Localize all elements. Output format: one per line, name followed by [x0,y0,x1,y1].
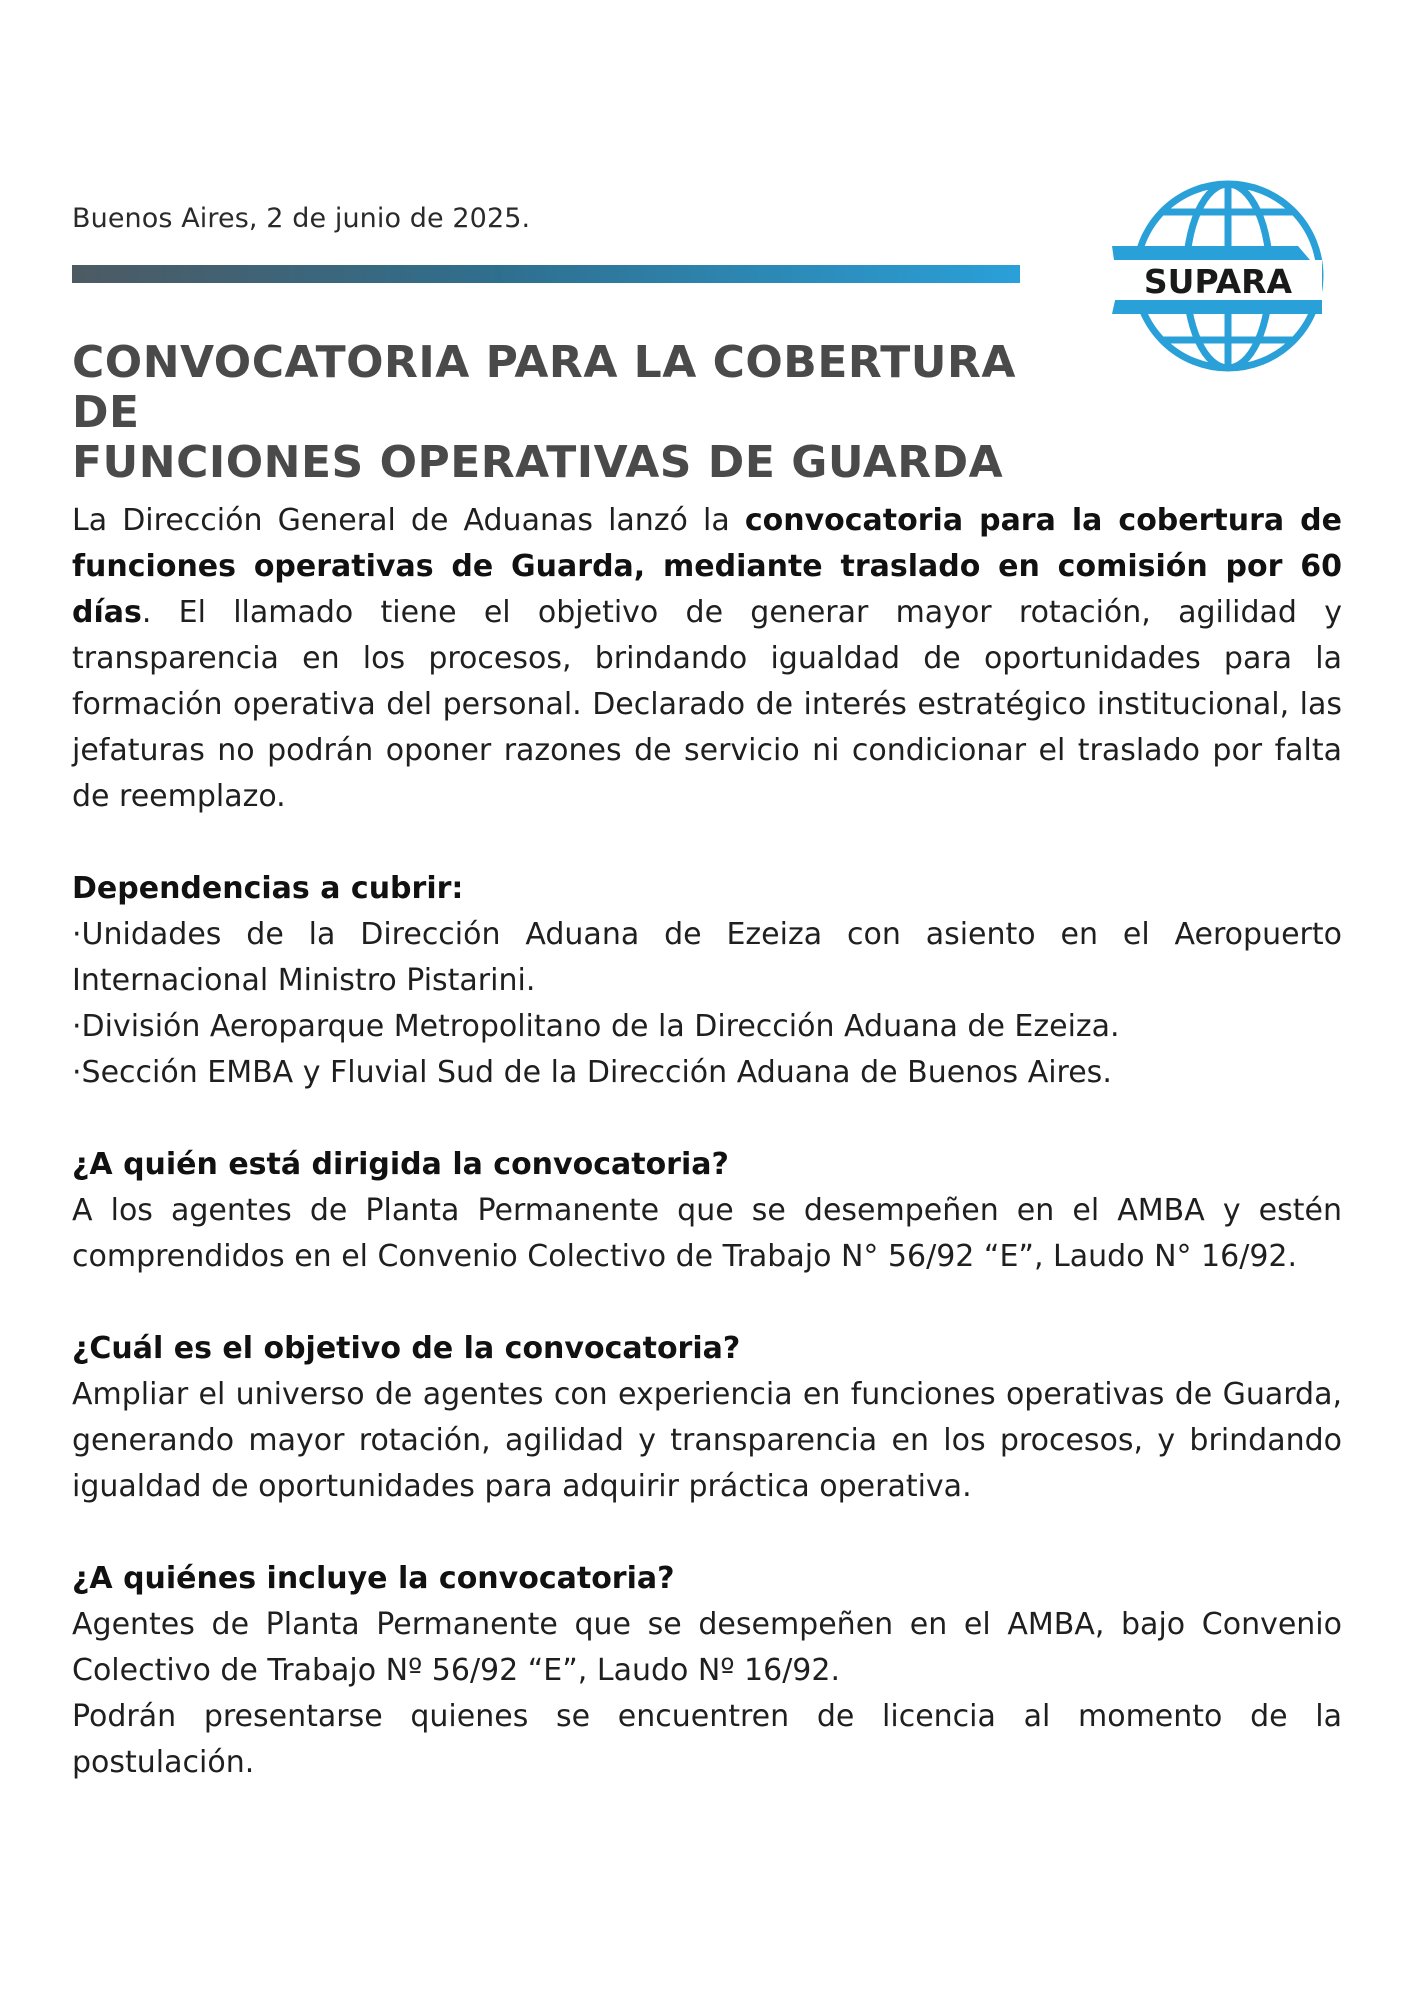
dependencias-heading: Dependencias a cubrir: [72,871,464,906]
page-title [72,338,1072,488]
intro-paragraph [72,498,1342,820]
globe-logo-icon [1108,176,1328,376]
document-body [72,498,1342,1786]
dirigida-text: A los agentes de Planta Permanente que se desempeñen en el AMBA y estén comprendidos en el Convenio Colectivo de Trabajo N° 56/92 “E”, Laudo N° 16/92. [72,1193,1342,1274]
intro-text-start: La Dirección General de Aduanas lanzó la [72,503,745,538]
dependencia-item: ·División Aeroparque Metropolitano de la Dirección Aduana de Ezeiza. [72,1009,1120,1044]
title-line-1: CONVOCATORIA PARA LA COBERTURA DE [72,337,1016,438]
intro-text-end: . El llamado tiene el objetivo de generar mayor rotación, agilidad y transparencia en los procesos, brindando igualdad de oportunidades para la formación operativa del personal. Declarado de interés estratégico institucional, las jefaturas no podrán oponer razones de servicio ni condicionar el traslado por falta de reemplazo. [72,595,1342,814]
dependencia-item: ·Unidades de la Dirección Aduana de Ezeiza con asiento en el Aeropuerto Internacional Ministro Pistarini. [72,917,1342,998]
incluye-text-1: Agentes de Planta Permanente que se desempeñen en el AMBA, bajo Convenio Colectivo de Trabajo Nº 56/92 “E”, Laudo Nº 16/92. [72,1607,1342,1688]
document-date: Buenos Aires, 2 de junio de 2025. [72,203,531,234]
incluye-text-2: Podrán presentarse quienes se encuentren de licencia al momento de la postulación. [72,1699,1342,1780]
incluye-heading: ¿A quiénes incluye la convocatoria? [72,1561,675,1596]
dirigida-heading: ¿A quién está dirigida la convocatoria? [72,1147,729,1182]
intro-bold-text: convocatoria para la cobertura de funciones operativas de Guarda, mediante traslado en comisión por 60 días [72,503,1342,630]
title-line-2: FUNCIONES OPERATIVAS DE GUARDA [72,437,1004,488]
logo-text: SUPARA [1143,262,1293,301]
objetivo-heading: ¿Cuál es el objetivo de la convocatoria? [72,1331,741,1366]
dependencia-item: ·Sección EMBA y Fluvial Sud de la Dirección Aduana de Buenos Aires. [72,1055,1112,1090]
objetivo-text: Ampliar el universo de agentes con experiencia en funciones operativas de Guarda, generando mayor rotación, agilidad y transparencia en los procesos, y brindando igualdad de oportunidades para adquirir práctica operativa. [72,1377,1342,1504]
header-gradient-bar [72,265,1020,283]
